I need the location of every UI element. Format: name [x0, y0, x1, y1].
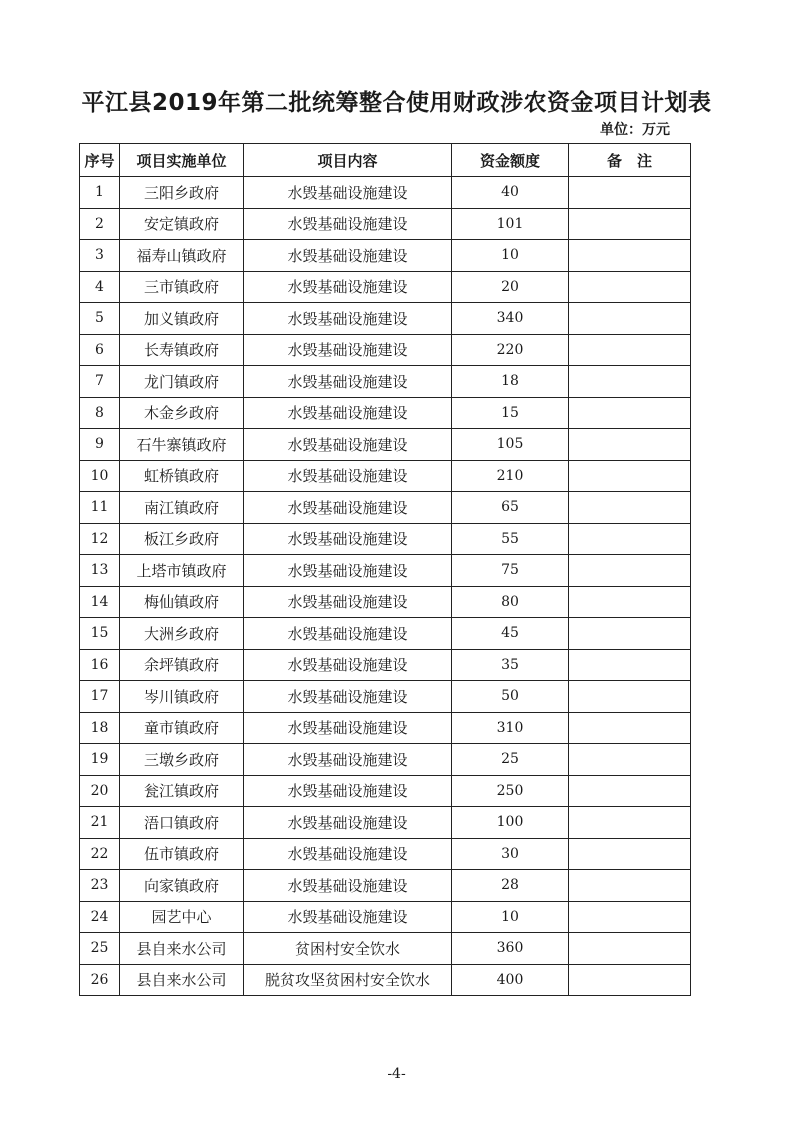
cell-no: 22 [80, 838, 120, 870]
table-row [80, 744, 691, 776]
table-row [80, 397, 691, 429]
cell-no: 12 [80, 523, 120, 555]
cell-note [569, 775, 691, 807]
cell-unit: 龙门镇政府 [120, 366, 244, 398]
cell-no: 7 [80, 366, 120, 398]
cell-unit: 加义镇政府 [120, 303, 244, 335]
cell-no: 11 [80, 492, 120, 524]
table-row [80, 649, 691, 681]
cell-unit: 余坪镇政府 [120, 649, 244, 681]
cell-note [569, 681, 691, 713]
cell-note [569, 807, 691, 839]
cell-no: 5 [80, 303, 120, 335]
table-row [80, 240, 691, 272]
header-no: 序号 [80, 144, 120, 177]
cell-content: 水毁基础设施建设 [244, 240, 452, 272]
cell-no: 16 [80, 649, 120, 681]
table-row [80, 492, 691, 524]
cell-note [569, 177, 691, 209]
cell-no: 8 [80, 397, 120, 429]
table-row [80, 177, 691, 209]
cell-content: 水毁基础设施建设 [244, 807, 452, 839]
cell-note [569, 555, 691, 587]
cell-no: 23 [80, 870, 120, 902]
table-row [80, 964, 691, 996]
cell-content: 水毁基础设施建设 [244, 712, 452, 744]
header-content: 项目内容 [244, 144, 452, 177]
cell-note [569, 523, 691, 555]
table-row [80, 303, 691, 335]
cell-amount: 105 [452, 429, 569, 461]
cell-unit: 安定镇政府 [120, 208, 244, 240]
cell-note [569, 303, 691, 335]
cell-amount: 65 [452, 492, 569, 524]
cell-amount: 50 [452, 681, 569, 713]
cell-note [569, 397, 691, 429]
cell-no: 26 [80, 964, 120, 996]
cell-no: 1 [80, 177, 120, 209]
cell-unit: 石牛寨镇政府 [120, 429, 244, 461]
cell-amount: 15 [452, 397, 569, 429]
cell-amount: 250 [452, 775, 569, 807]
cell-unit: 县自来水公司 [120, 933, 244, 965]
table-header-row [80, 144, 691, 177]
table-row [80, 555, 691, 587]
cell-content: 水毁基础设施建设 [244, 208, 452, 240]
cell-content: 水毁基础设施建设 [244, 429, 452, 461]
cell-content: 水毁基础设施建设 [244, 681, 452, 713]
table-body [80, 177, 691, 996]
table-row [80, 460, 691, 492]
cell-no: 15 [80, 618, 120, 650]
cell-no: 10 [80, 460, 120, 492]
header-unit: 项目实施单位 [120, 144, 244, 177]
header-amount: 资金额度 [452, 144, 569, 177]
cell-no: 21 [80, 807, 120, 839]
cell-no: 4 [80, 271, 120, 303]
header-note: 备 注 [569, 144, 691, 177]
cell-no: 6 [80, 334, 120, 366]
cell-unit: 木金乡政府 [120, 397, 244, 429]
cell-unit: 三墩乡政府 [120, 744, 244, 776]
cell-no: 3 [80, 240, 120, 272]
table-row [80, 334, 691, 366]
table-row [80, 208, 691, 240]
table-row [80, 271, 691, 303]
cell-no: 19 [80, 744, 120, 776]
cell-note [569, 933, 691, 965]
table-row [80, 901, 691, 933]
cell-note [569, 429, 691, 461]
cell-note [569, 460, 691, 492]
cell-content: 水毁基础设施建设 [244, 649, 452, 681]
cell-content: 水毁基础设施建设 [244, 775, 452, 807]
cell-amount: 310 [452, 712, 569, 744]
cell-note [569, 964, 691, 996]
cell-note [569, 901, 691, 933]
cell-amount: 10 [452, 240, 569, 272]
cell-amount: 80 [452, 586, 569, 618]
cell-note [569, 744, 691, 776]
cell-note [569, 334, 691, 366]
cell-unit: 南江镇政府 [120, 492, 244, 524]
table-row [80, 523, 691, 555]
cell-content: 脱贫攻坚贫困村安全饮水 [244, 964, 452, 996]
cell-amount: 100 [452, 807, 569, 839]
cell-no: 9 [80, 429, 120, 461]
cell-unit: 福寿山镇政府 [120, 240, 244, 272]
cell-content: 水毁基础设施建设 [244, 523, 452, 555]
cell-unit: 板江乡政府 [120, 523, 244, 555]
cell-note [569, 208, 691, 240]
cell-note [569, 649, 691, 681]
table-row [80, 586, 691, 618]
cell-note [569, 586, 691, 618]
cell-amount: 18 [452, 366, 569, 398]
cell-note [569, 838, 691, 870]
cell-content: 水毁基础设施建设 [244, 555, 452, 587]
table-row [80, 366, 691, 398]
cell-content: 水毁基础设施建设 [244, 177, 452, 209]
cell-unit: 大洲乡政府 [120, 618, 244, 650]
cell-no: 14 [80, 586, 120, 618]
cell-unit: 梅仙镇政府 [120, 586, 244, 618]
cell-content: 贫困村安全饮水 [244, 933, 452, 965]
cell-amount: 210 [452, 460, 569, 492]
cell-unit: 三市镇政府 [120, 271, 244, 303]
cell-amount: 35 [452, 649, 569, 681]
cell-amount: 25 [452, 744, 569, 776]
cell-no: 25 [80, 933, 120, 965]
cell-content: 水毁基础设施建设 [244, 870, 452, 902]
cell-no: 18 [80, 712, 120, 744]
cell-unit: 三阳乡政府 [120, 177, 244, 209]
cell-content: 水毁基础设施建设 [244, 901, 452, 933]
cell-amount: 75 [452, 555, 569, 587]
cell-unit: 园艺中心 [120, 901, 244, 933]
cell-unit: 上塔市镇政府 [120, 555, 244, 587]
project-plan-table [79, 143, 691, 996]
cell-amount: 28 [452, 870, 569, 902]
cell-content: 水毁基础设施建设 [244, 492, 452, 524]
cell-amount: 220 [452, 334, 569, 366]
cell-no: 17 [80, 681, 120, 713]
cell-unit: 浯口镇政府 [120, 807, 244, 839]
cell-content: 水毁基础设施建设 [244, 334, 452, 366]
table-row [80, 681, 691, 713]
cell-note [569, 712, 691, 744]
cell-content: 水毁基础设施建设 [244, 460, 452, 492]
table-row [80, 838, 691, 870]
cell-amount: 20 [452, 271, 569, 303]
cell-amount: 340 [452, 303, 569, 335]
cell-amount: 400 [452, 964, 569, 996]
cell-amount: 40 [452, 177, 569, 209]
cell-note [569, 618, 691, 650]
cell-note [569, 271, 691, 303]
cell-content: 水毁基础设施建设 [244, 618, 452, 650]
cell-amount: 30 [452, 838, 569, 870]
table-row [80, 618, 691, 650]
cell-unit: 岑川镇政府 [120, 681, 244, 713]
cell-unit: 虹桥镇政府 [120, 460, 244, 492]
cell-content: 水毁基础设施建设 [244, 397, 452, 429]
cell-no: 24 [80, 901, 120, 933]
cell-content: 水毁基础设施建设 [244, 744, 452, 776]
page-number: -4- [387, 1066, 406, 1082]
cell-no: 20 [80, 775, 120, 807]
cell-amount: 101 [452, 208, 569, 240]
table-row [80, 933, 691, 965]
cell-unit: 向家镇政府 [120, 870, 244, 902]
table-row [80, 807, 691, 839]
cell-unit: 童市镇政府 [120, 712, 244, 744]
cell-unit: 伍市镇政府 [120, 838, 244, 870]
cell-amount: 360 [452, 933, 569, 965]
cell-content: 水毁基础设施建设 [244, 586, 452, 618]
cell-amount: 55 [452, 523, 569, 555]
table-row [80, 775, 691, 807]
cell-amount: 10 [452, 901, 569, 933]
cell-note [569, 240, 691, 272]
cell-note [569, 870, 691, 902]
table-row [80, 870, 691, 902]
cell-unit: 瓮江镇政府 [120, 775, 244, 807]
unit-label: 单位：万元 [600, 122, 670, 138]
cell-note [569, 366, 691, 398]
cell-unit: 县自来水公司 [120, 964, 244, 996]
cell-no: 2 [80, 208, 120, 240]
cell-content: 水毁基础设施建设 [244, 303, 452, 335]
document-title: 平江县2019年第二批统筹整合使用财政涉农资金项目计划表 [81, 90, 712, 116]
cell-content: 水毁基础设施建设 [244, 366, 452, 398]
cell-unit: 长寿镇政府 [120, 334, 244, 366]
cell-amount: 45 [452, 618, 569, 650]
cell-content: 水毁基础设施建设 [244, 838, 452, 870]
cell-no: 13 [80, 555, 120, 587]
table-row [80, 712, 691, 744]
cell-content: 水毁基础设施建设 [244, 271, 452, 303]
table-row [80, 429, 691, 461]
cell-note [569, 492, 691, 524]
